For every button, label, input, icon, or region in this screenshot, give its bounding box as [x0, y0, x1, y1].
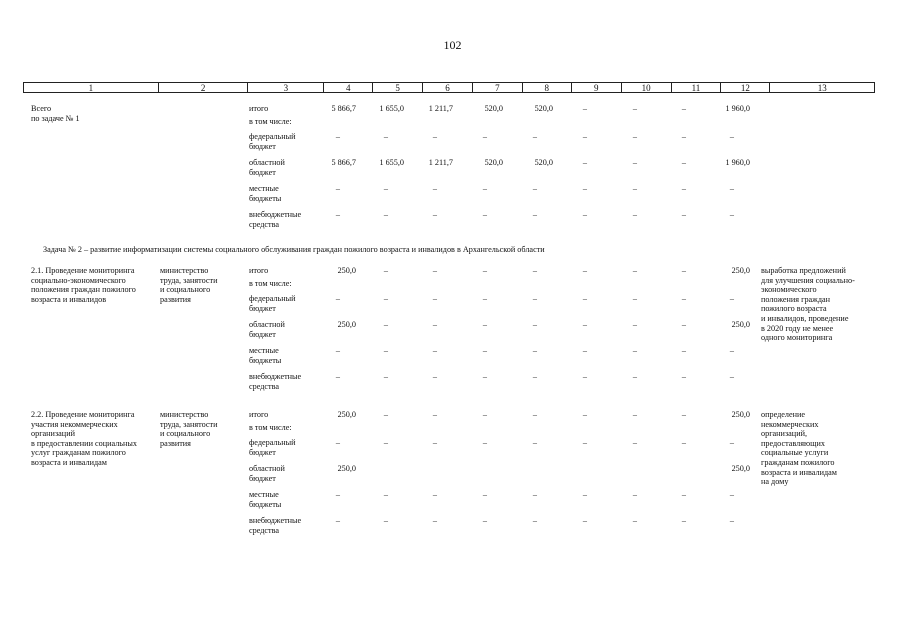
header-col-12: 12: [721, 83, 770, 92]
funding-value-col-8: –: [532, 438, 537, 447]
funding-source-label: областной: [249, 320, 285, 329]
header-col-6: 6: [423, 83, 473, 92]
funding-value-col-11: –: [681, 410, 686, 419]
funding-value-col-8: –: [532, 210, 537, 219]
funding-value-col-4: –: [335, 210, 340, 219]
measure-title-line: организаций: [31, 429, 75, 439]
funding-value-col-8: –: [532, 516, 537, 525]
funding-value-col-9: –: [582, 210, 587, 219]
funding-value-col-12: –: [729, 294, 734, 303]
executor-line: министерство: [160, 410, 209, 419]
funding-source-label: внебюджетные: [249, 372, 302, 381]
funding-value-col-5: –: [383, 210, 388, 219]
executor-line: развития: [160, 294, 191, 304]
funding-value-col-7: –: [482, 346, 487, 355]
executor-line: развития: [160, 438, 191, 448]
funding-value-col-6: –: [432, 320, 437, 329]
executor-line: труда, занятости: [160, 275, 218, 285]
funding-value-col-9: –: [582, 346, 587, 355]
funding-value-col-12: 250,0: [731, 320, 750, 329]
funding-value-col-5: –: [383, 266, 388, 275]
funding-value-col-12: 1 960,0: [725, 104, 750, 113]
measure-title-line: по задаче № 1: [31, 113, 80, 123]
funding-value-col-4: –: [335, 372, 340, 381]
funding-value-col-5: –: [383, 490, 388, 499]
funding-value-col-6: –: [432, 132, 437, 141]
funding-value-col-6: –: [432, 346, 437, 355]
funding-source-label: местные: [249, 490, 279, 499]
measure-title-line: в предоставлении социальных: [31, 438, 137, 448]
funding-value-col-4: –: [335, 294, 340, 303]
expected-result-line: пожилого возраста: [761, 304, 827, 314]
funding-value-col-12: –: [729, 346, 734, 355]
funding-value-col-11: –: [681, 184, 686, 193]
funding-value-col-12: 250,0: [731, 464, 750, 473]
funding-value-col-11: –: [681, 158, 686, 167]
measure-title-line: социально-экономического: [31, 275, 126, 285]
expected-result-line: гражданам пожилого: [761, 458, 835, 467]
funding-value-col-10: –: [632, 410, 637, 419]
funding-value-col-10: –: [632, 490, 637, 499]
funding-source-label: в том числе:: [249, 279, 292, 288]
funding-source-label: средства: [249, 219, 280, 229]
header-col-10: 10: [622, 83, 672, 92]
expected-result-line: и инвалидов, проведение: [761, 314, 849, 323]
expected-result-line: организаций,: [761, 429, 808, 439]
header-col-11: 11: [672, 83, 722, 92]
header-col-1: 1: [24, 83, 159, 92]
funding-value-col-8: 520,0: [534, 158, 553, 167]
header-col-7: 7: [473, 83, 523, 92]
expected-result-line: на дому: [761, 477, 789, 487]
funding-value-col-12: –: [729, 372, 734, 381]
funding-value-col-5: –: [383, 132, 388, 141]
funding-value-col-4: 250,0: [337, 464, 356, 473]
funding-source-label: итого: [249, 410, 269, 419]
funding-value-col-11: –: [681, 372, 686, 381]
funding-value-col-7: –: [482, 410, 487, 419]
funding-source-label: федеральный: [249, 132, 296, 141]
funding-value-col-6: 1 211,7: [428, 104, 453, 113]
funding-value-col-11: –: [681, 320, 686, 329]
funding-value-col-12: –: [729, 516, 734, 525]
measure-title-line: возраста и инвалидам: [31, 458, 107, 467]
funding-source-label: средства: [249, 525, 280, 535]
expected-result-line: в 2020 году не менее: [761, 323, 834, 333]
funding-value-col-10: –: [632, 320, 637, 329]
funding-value-col-11: –: [681, 438, 686, 447]
funding-value-col-7: –: [482, 372, 487, 381]
expected-result-line: экономического: [761, 285, 817, 295]
measure-title-line: участия некоммерческих: [31, 419, 118, 429]
funding-value-col-4: –: [335, 516, 340, 525]
funding-source-label: федеральный: [249, 438, 296, 447]
executor-line: и социального: [160, 285, 211, 295]
funding-value-col-8: –: [532, 294, 537, 303]
funding-value-col-4: 250,0: [337, 266, 356, 275]
funding-value-col-12: –: [729, 490, 734, 499]
funding-value-col-10: –: [632, 294, 637, 303]
expected-result-line: некоммерческих: [761, 419, 819, 429]
funding-source-label: областной: [249, 464, 285, 473]
funding-source-label: бюджеты: [249, 355, 282, 365]
funding-value-col-8: –: [532, 132, 537, 141]
funding-value-col-11: –: [681, 104, 686, 113]
funding-source-label: в том числе:: [249, 423, 292, 432]
funding-source-label: федеральный: [249, 294, 296, 303]
funding-source-label: внебюджетные: [249, 210, 302, 219]
funding-value-col-6: –: [432, 490, 437, 499]
funding-value-col-6: 1 211,7: [428, 158, 453, 167]
funding-value-col-8: –: [532, 320, 537, 329]
funding-value-col-9: –: [582, 372, 587, 381]
funding-source-label: бюджет: [249, 447, 276, 457]
funding-value-col-6: –: [432, 410, 437, 419]
header-col-8: 8: [523, 83, 572, 92]
funding-source-label: итого: [249, 104, 269, 113]
funding-value-col-5: –: [383, 516, 388, 525]
expected-result-line: выработка предложений: [761, 266, 846, 275]
funding-value-col-7: –: [482, 490, 487, 499]
funding-value-col-10: –: [632, 158, 637, 167]
funding-value-col-7: –: [482, 210, 487, 219]
funding-value-col-10: –: [632, 372, 637, 381]
header-col-13: 13: [817, 83, 827, 93]
funding-value-col-12: –: [729, 210, 734, 219]
funding-value-col-8: –: [532, 184, 537, 193]
funding-source-label: местные: [249, 184, 279, 193]
funding-value-col-8: 520,0: [534, 104, 553, 113]
funding-value-col-4: –: [335, 184, 340, 193]
expected-result-line: определение: [761, 410, 806, 419]
funding-source-label: внебюджетные: [249, 516, 302, 525]
funding-value-col-10: –: [632, 210, 637, 219]
funding-value-col-5: –: [383, 438, 388, 447]
funding-value-col-7: 520,0: [484, 158, 503, 167]
funding-value-col-6: –: [432, 372, 437, 381]
funding-value-col-5: –: [383, 294, 388, 303]
funding-value-col-8: –: [532, 372, 537, 381]
funding-value-col-7: –: [482, 294, 487, 303]
header-col-2: 2: [159, 83, 249, 92]
measure-title-line: возраста и инвалидов: [31, 294, 107, 304]
funding-value-col-9: –: [582, 516, 587, 525]
funding-value-col-9: –: [582, 410, 587, 419]
funding-value-col-12: 250,0: [731, 266, 750, 275]
funding-source-label: итого: [249, 266, 269, 275]
funding-source-label: бюджет: [249, 473, 276, 483]
expected-result-line: одного мониторинга: [761, 333, 833, 343]
funding-value-col-4: –: [335, 132, 340, 141]
executor-line: министерство: [160, 266, 209, 275]
funding-source-label: областной: [249, 158, 285, 167]
expected-result-line: для улучшения социально-: [761, 275, 855, 285]
funding-value-col-7: –: [482, 320, 487, 329]
funding-value-col-12: 250,0: [731, 410, 750, 419]
funding-value-col-8: –: [532, 490, 537, 499]
expected-result-line: предоставляющих: [761, 438, 825, 448]
funding-value-col-9: –: [582, 490, 587, 499]
funding-source-label: в том числе:: [249, 117, 292, 126]
funding-value-col-6: –: [432, 294, 437, 303]
funding-value-col-12: –: [729, 438, 734, 447]
funding-value-col-9: –: [582, 104, 587, 113]
funding-source-label: бюджеты: [249, 193, 282, 203]
funding-value-col-12: –: [729, 184, 734, 193]
funding-value-col-8: –: [532, 266, 537, 275]
funding-value-col-9: –: [582, 266, 587, 275]
funding-value-col-10: –: [632, 346, 637, 355]
funding-value-col-11: –: [681, 516, 686, 525]
funding-value-col-9: –: [582, 184, 587, 193]
funding-value-col-11: –: [681, 346, 686, 355]
funding-value-col-6: –: [432, 266, 437, 275]
funding-value-col-7: –: [482, 266, 487, 275]
task-2-heading: Задача № 2 – развитие информатизации системы социального обслуживания граждан пожилого возраста и инвалидов в Архангельской области: [43, 245, 545, 254]
funding-value-col-10: –: [632, 438, 637, 447]
funding-value-col-11: –: [681, 294, 686, 303]
funding-value-col-6: –: [432, 184, 437, 193]
funding-value-col-6: –: [432, 438, 437, 447]
funding-value-col-9: –: [582, 158, 587, 167]
funding-value-col-5: 1 655,0: [379, 158, 404, 167]
funding-value-col-4: –: [335, 346, 340, 355]
funding-value-col-6: –: [432, 516, 437, 525]
expected-result-line: социальные услуги: [761, 448, 829, 458]
funding-value-col-8: –: [532, 410, 537, 419]
funding-value-col-7: –: [482, 438, 487, 447]
measure-title-line: Всего: [31, 104, 52, 113]
funding-value-col-10: –: [632, 184, 637, 193]
funding-value-col-9: –: [582, 320, 587, 329]
funding-value-col-5: –: [383, 372, 388, 381]
measure-title-line: положения граждан пожилого: [31, 285, 136, 295]
header-col-4: 4: [324, 83, 373, 92]
funding-source-label: бюджет: [249, 329, 276, 339]
funding-value-col-4: 5 866,7: [331, 158, 356, 167]
executor-line: труда, занятости: [160, 419, 218, 429]
funding-value-col-8: –: [532, 346, 537, 355]
funding-value-col-10: –: [632, 132, 637, 141]
funding-value-col-10: –: [632, 266, 637, 275]
funding-value-col-11: –: [681, 266, 686, 275]
funding-source-label: бюджет: [249, 303, 276, 313]
funding-value-col-9: –: [582, 438, 587, 447]
funding-value-col-9: –: [582, 132, 587, 141]
funding-value-col-4: –: [335, 438, 340, 447]
funding-source-label: бюджет: [249, 167, 276, 177]
funding-value-col-5: –: [383, 320, 388, 329]
funding-value-col-5: –: [383, 346, 388, 355]
funding-value-col-9: –: [582, 294, 587, 303]
funding-value-col-7: 520,0: [484, 104, 503, 113]
funding-value-col-4: –: [335, 490, 340, 499]
funding-value-col-11: –: [681, 132, 686, 141]
funding-source-label: бюджет: [249, 141, 276, 151]
funding-value-col-10: –: [632, 516, 637, 525]
header-col-3: 3: [248, 83, 324, 92]
funding-value-col-4: 250,0: [337, 410, 356, 419]
funding-value-col-12: –: [729, 132, 734, 141]
funding-value-col-4: 250,0: [337, 320, 356, 329]
measure-title-line: услуг гражданам пожилого: [31, 448, 126, 458]
funding-value-col-5: 1 655,0: [379, 104, 404, 113]
funding-value-col-6: –: [432, 210, 437, 219]
funding-value-col-4: 5 866,7: [331, 104, 356, 113]
header-col-9: 9: [572, 83, 622, 92]
funding-value-col-11: –: [681, 210, 686, 219]
funding-value-col-11: –: [681, 490, 686, 499]
funding-value-col-7: –: [482, 132, 487, 141]
table-header-row: [23, 82, 875, 93]
expected-result-line: возраста и инвалидам: [761, 467, 837, 477]
funding-source-label: средства: [249, 381, 280, 391]
measure-title-line: 2.1. Проведение мониторинга: [31, 266, 135, 275]
page-number: 102: [443, 38, 462, 52]
funding-value-col-7: –: [482, 516, 487, 525]
funding-value-col-5: –: [383, 410, 388, 419]
funding-source-label: бюджеты: [249, 499, 282, 509]
funding-value-col-7: –: [482, 184, 487, 193]
funding-source-label: местные: [249, 346, 279, 355]
executor-line: и социального: [160, 429, 211, 439]
expected-result-line: положения граждан: [761, 294, 831, 304]
funding-value-col-12: 1 960,0: [725, 158, 750, 167]
header-col-5: 5: [373, 83, 423, 92]
funding-value-col-5: –: [383, 184, 388, 193]
measure-title-line: 2.2. Проведение мониторинга: [31, 410, 135, 419]
funding-value-col-10: –: [632, 104, 637, 113]
